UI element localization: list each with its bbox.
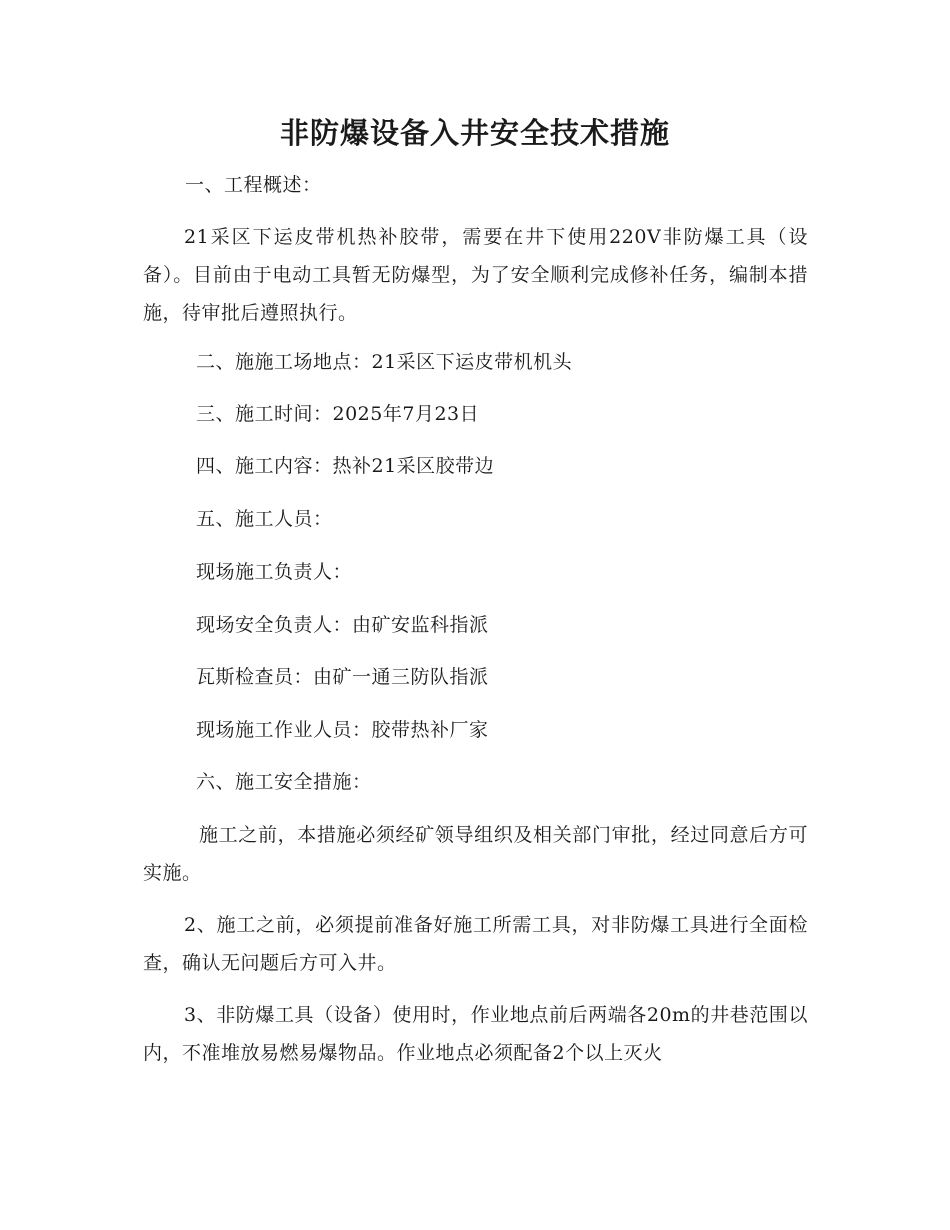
gas-inspector-item: 瓦斯检查员：由矿一通三防队指派 (196, 666, 489, 688)
overview-heading: 一、工程概述： (185, 174, 322, 196)
measure-3: 3、非防爆工具（设备）使用时，作业地点前后两端各20m的井巷范围以内，不准堆放易燃易爆物品。作业地点必须配备2个以上灭火 (143, 1004, 808, 1064)
workers-item: 现场施工作业人员：胶带热补厂家 (196, 719, 489, 741)
time-item: 三、施工时间：2025年7月23日 (196, 403, 480, 425)
measures-heading: 六、施工安全措施： (196, 771, 372, 793)
site-leader-item: 现场施工负责人： (196, 561, 353, 583)
document-title: 非防爆设备入井安全技术措施 (279, 116, 670, 150)
overview-body: 21采区下运皮带机热补胶带，需要在井下使用220V非防爆工具（设备）。目前由于电动工具暂无防爆型，为了安全顺利完成修补任务，编制本措施，待审批后遵照执行。 (143, 226, 808, 324)
measure-1: 施工之前，本措施必须经矿领导组织及相关部门审批，经过同意后方可实施。 (143, 824, 808, 884)
content-item: 四、施工内容：热补21采区胶带边 (196, 455, 495, 477)
location-item: 二、施施工场地点：21采区下运皮带机机头 (196, 351, 573, 373)
personnel-heading: 五、施工人员： (196, 508, 333, 530)
measure-2: 2、施工之前，必须提前准备好施工所需工具，对非防爆工具进行全面检查，确认无问题后方可入井。 (143, 914, 808, 974)
safety-leader-item: 现场安全负责人：由矿安监科指派 (196, 614, 489, 636)
